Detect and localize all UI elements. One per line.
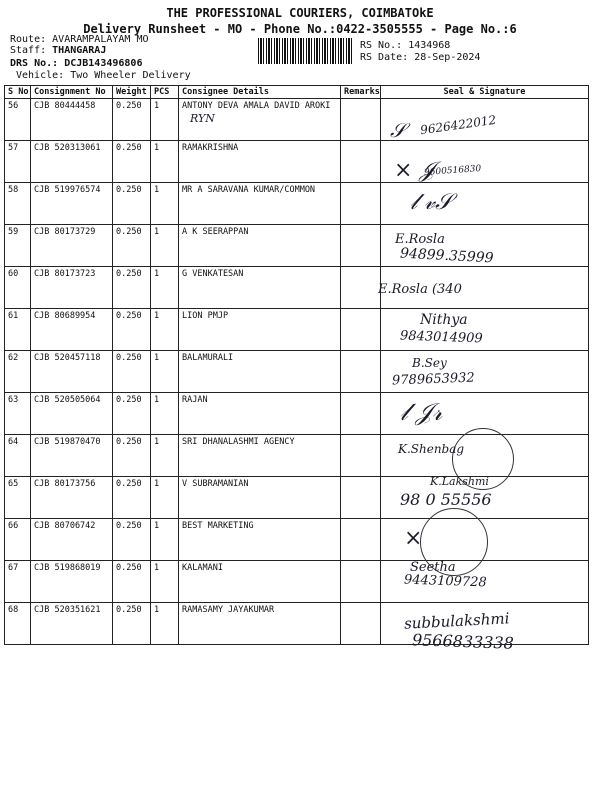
cell-remarks <box>341 393 381 435</box>
cell-sno: 63 <box>5 393 31 435</box>
cell-remarks <box>341 519 381 561</box>
cell-sno: 60 <box>5 267 31 309</box>
col-remarks: Remarks <box>341 86 381 99</box>
cell-pcs: 1 <box>151 141 179 183</box>
table-row <box>5 183 589 225</box>
handwriting-phone: 9600516830 <box>423 164 482 178</box>
signature-66: × <box>404 526 423 551</box>
signature-58: 𝓁 𝓋𝒮 <box>410 190 453 215</box>
handwriting-name: B.Sey <box>412 356 447 370</box>
cell-weight: 0.250 <box>113 519 151 561</box>
handwriting-phone: 98 0 55556 <box>400 490 492 509</box>
cell-consignment: CJB 519870470 <box>31 435 113 477</box>
company-title: THE PROFESSIONAL COURIERS, COIMBATOkE <box>166 6 434 20</box>
cell-consignment: CJB 520313061 <box>31 141 113 183</box>
table-row <box>5 141 589 183</box>
cell-weight: 0.250 <box>113 393 151 435</box>
cell-pcs: 1 <box>151 225 179 267</box>
col-sno: S No <box>5 86 31 99</box>
cell-consignee: RAMAKRISHNA <box>179 141 341 183</box>
handwriting-phone: 9843014909 <box>399 328 483 347</box>
vehicle-value: Two Wheeler Delivery <box>70 70 191 81</box>
cell-remarks <box>341 603 381 645</box>
drs-line <box>10 58 142 69</box>
cell-consignee: G VENKATESAN <box>179 267 341 309</box>
cell-weight: 0.250 <box>113 477 151 519</box>
cell-sno: 66 <box>5 519 31 561</box>
cell-pcs: 1 <box>151 267 179 309</box>
cell-pcs: 1 <box>151 351 179 393</box>
cell-consignee: A K SEERAPPAN <box>179 225 341 267</box>
col-weight: Weight <box>113 86 151 99</box>
staff-value: THANGARAJ <box>52 45 107 56</box>
handwriting-initials: RYN <box>190 112 215 125</box>
cell-consignee: RAJAN <box>179 393 341 435</box>
rs-date-line <box>360 52 480 63</box>
cell-weight: 0.250 <box>113 561 151 603</box>
cell-consignee: ANTONY DEVA AMALA DAVID AROKI <box>179 99 341 141</box>
cell-sno: 56 <box>5 99 31 141</box>
cell-sno: 59 <box>5 225 31 267</box>
cell-remarks <box>341 225 381 267</box>
handwriting-name: E.Rosla <box>395 232 445 247</box>
cell-remarks <box>341 141 381 183</box>
cell-weight: 0.250 <box>113 603 151 645</box>
cell-consignee: BALAMURALI <box>179 351 341 393</box>
cell-consignment: CJB 80173729 <box>31 225 113 267</box>
signature-57: × 𝒥 <box>394 158 435 183</box>
cell-weight: 0.250 <box>113 141 151 183</box>
table-row <box>5 561 589 603</box>
cell-sno: 65 <box>5 477 31 519</box>
cell-pcs: 1 <box>151 393 179 435</box>
handwriting-name: K.Lakshmi <box>430 475 489 488</box>
drs-value: DCJB143496806 <box>64 58 143 69</box>
table-row <box>5 99 589 141</box>
cell-consignment: CJB 80173723 <box>31 267 113 309</box>
cell-sno: 58 <box>5 183 31 225</box>
staff-line <box>10 45 106 56</box>
cell-sno: 67 <box>5 561 31 603</box>
rs-no-label: RS No.: <box>360 40 403 51</box>
cell-weight: 0.250 <box>113 435 151 477</box>
rs-no-line <box>360 40 450 51</box>
cell-consignee: RAMASAMY JAYAKUMAR <box>179 603 341 645</box>
col-pcs: PCS <box>151 86 179 99</box>
cell-pcs: 1 <box>151 435 179 477</box>
cell-consignee: SRI DHANALASHMI AGENCY <box>179 435 341 477</box>
route-line <box>10 34 148 45</box>
runsheet-table <box>4 85 589 645</box>
cell-consignment: CJB 520457118 <box>31 351 113 393</box>
cell-pcs: 1 <box>151 99 179 141</box>
handwriting-phone: 94899.35999 <box>399 245 494 267</box>
handwriting-name: K.Shenbag <box>398 442 465 456</box>
cell-consignment: CJB 80173756 <box>31 477 113 519</box>
table-header-row <box>5 86 589 99</box>
cell-pcs: 1 <box>151 183 179 225</box>
cell-weight: 0.250 <box>113 351 151 393</box>
cell-consignment: CJB 80689954 <box>31 309 113 351</box>
cell-sno: 64 <box>5 435 31 477</box>
route-value: AVARAMPALAYAM MO <box>52 34 149 45</box>
runsheet-title: Delivery Runsheet - MO - Phone No.:0422-3505555 - Page No.:6 <box>83 22 517 36</box>
cell-consignment: CJB 519976574 <box>31 183 113 225</box>
cell-pcs: 1 <box>151 603 179 645</box>
cell-remarks <box>341 309 381 351</box>
cell-remarks <box>341 435 381 477</box>
handwriting-name: Seetha <box>410 560 456 575</box>
cell-pcs: 1 <box>151 477 179 519</box>
cell-consignee: BEST MARKETING <box>179 519 341 561</box>
vehicle-line <box>16 70 191 81</box>
barcode <box>258 38 352 64</box>
cell-remarks <box>341 99 381 141</box>
cell-consignment: CJB 520351621 <box>31 603 113 645</box>
cell-remarks <box>341 183 381 225</box>
cell-consignment: CJB 519868019 <box>31 561 113 603</box>
table-row <box>5 519 589 561</box>
cell-sno: 68 <box>5 603 31 645</box>
cell-pcs: 1 <box>151 309 179 351</box>
table-row <box>5 267 589 309</box>
col-consignment: Consignment No <box>31 86 113 99</box>
cell-weight: 0.250 <box>113 309 151 351</box>
signature-63: 𝓁 𝒥𝓇 <box>400 398 443 426</box>
table-row <box>5 393 589 435</box>
cell-consignee: MR A SARAVANA KUMAR/COMMON <box>179 183 341 225</box>
cell-weight: 0.250 <box>113 99 151 141</box>
cell-sno: 61 <box>5 309 31 351</box>
cell-weight: 0.250 <box>113 183 151 225</box>
table-body <box>5 99 589 645</box>
staff-label: Staff: <box>10 45 47 56</box>
cell-remarks <box>341 351 381 393</box>
handwriting-phone: 9443109728 <box>403 572 487 591</box>
rs-date-value: 28-Sep-2024 <box>414 52 481 63</box>
cell-consignee: KALAMANI <box>179 561 341 603</box>
cell-consignee: LION PMJP <box>179 309 341 351</box>
cell-consignee: V SUBRAMANIAN <box>179 477 341 519</box>
table-row <box>5 351 589 393</box>
cell-remarks <box>341 561 381 603</box>
cell-sno: 62 <box>5 351 31 393</box>
handwriting-name: E.Rosla (340 <box>378 282 462 297</box>
handwriting-name: subbulakshmi <box>403 609 510 633</box>
route-label: Route: <box>10 34 47 45</box>
cell-consignment: CJB 80444458 <box>31 99 113 141</box>
handwriting-name: Nithya <box>420 312 468 328</box>
handwriting-phone: 9626422012 <box>419 112 497 138</box>
cell-pcs: 1 <box>151 561 179 603</box>
signature-56: 𝒮 <box>390 118 406 142</box>
cell-consignment: CJB 520505064 <box>31 393 113 435</box>
rs-no-value: 1434968 <box>408 40 451 51</box>
rs-date-label: RS Date: <box>360 52 409 63</box>
vehicle-label: Vehicle: <box>16 70 65 81</box>
drs-label: DRS No.: <box>10 58 59 69</box>
cell-remarks <box>341 477 381 519</box>
handwriting-phone: 9566833338 <box>411 630 515 653</box>
cell-weight: 0.250 <box>113 225 151 267</box>
cell-consignment: CJB 80706742 <box>31 519 113 561</box>
cell-sno: 57 <box>5 141 31 183</box>
handwriting-phone: 9789653932 <box>391 370 475 389</box>
col-consignee: Consignee Details <box>179 86 341 99</box>
cell-weight: 0.250 <box>113 267 151 309</box>
col-seal: Seal & Signature <box>381 86 589 99</box>
table-row <box>5 309 589 351</box>
table-row <box>5 225 589 267</box>
cell-remarks <box>341 267 381 309</box>
cell-pcs: 1 <box>151 519 179 561</box>
